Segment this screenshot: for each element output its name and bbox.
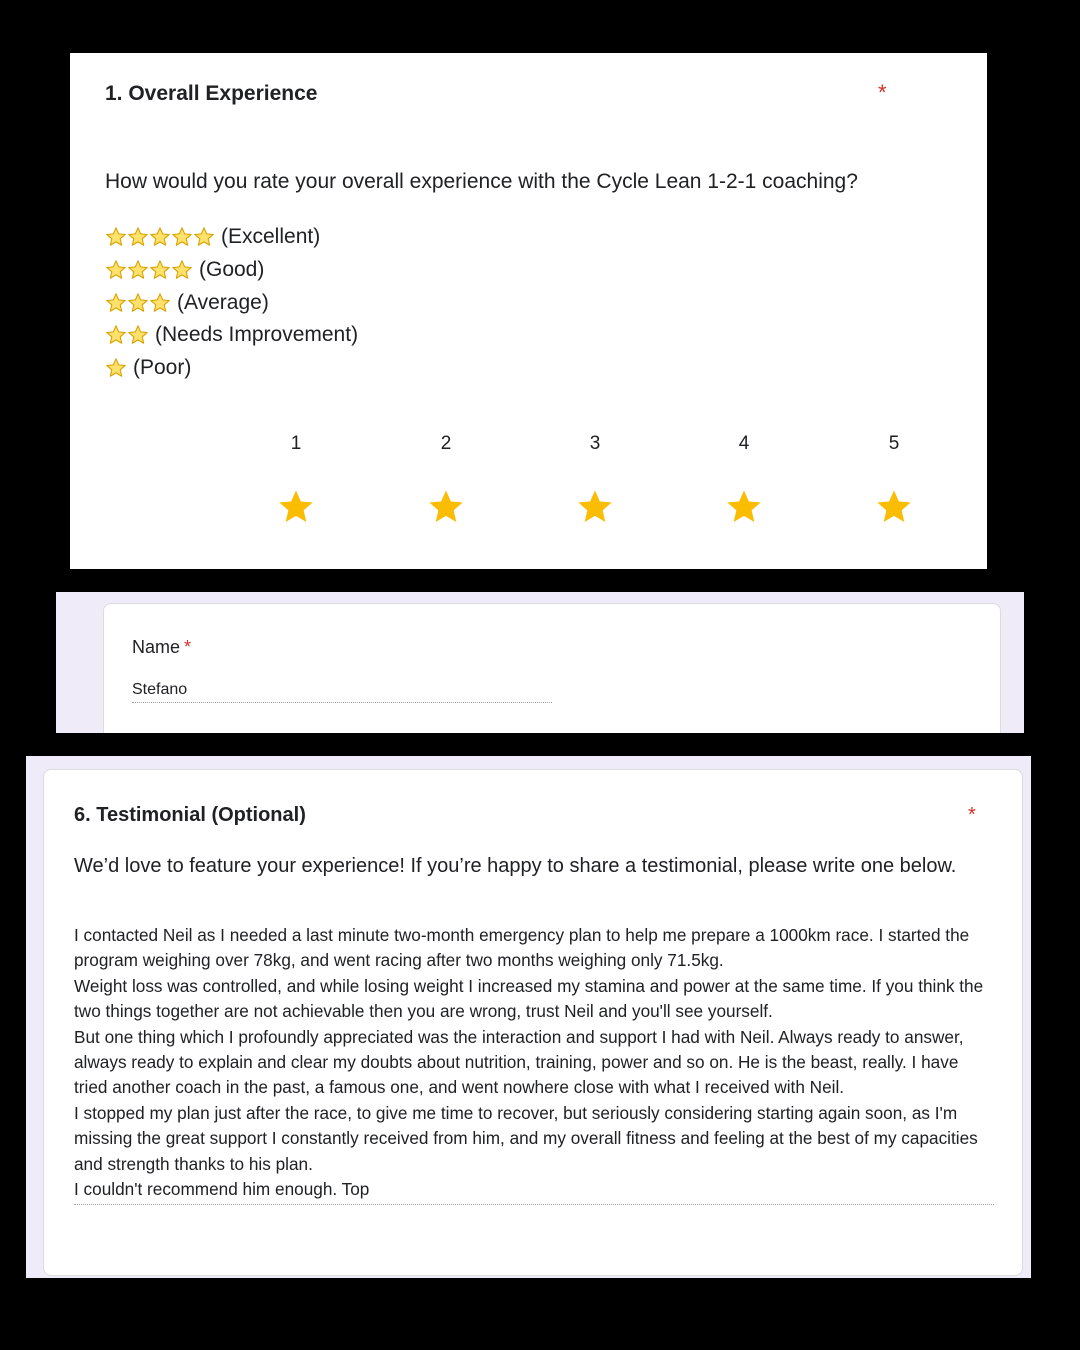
- legend-row: [105, 221, 358, 254]
- star-emoji-icon: [105, 226, 127, 248]
- legend-stars: [105, 357, 127, 379]
- name-panel: [56, 592, 1024, 733]
- answer-paragraph: Weight loss was controlled, and while losing weight I increased my stamina and power at the same time. If you think the two things together are not achievable then you are wrong, trust Neil and you'll see yourself.: [74, 975, 984, 1022]
- star-emoji-icon: [193, 226, 215, 248]
- star-emoji-icon: [105, 357, 127, 379]
- legend-row: [105, 352, 358, 385]
- answer-paragraph: I couldn't recommend him enough. Top: [74, 1179, 370, 1200]
- star-emoji-icon: [105, 259, 127, 281]
- rating-star-icon[interactable]: [575, 487, 615, 527]
- name-label-text: Name: [132, 637, 181, 657]
- testimonial-panel: [26, 756, 1031, 1278]
- rating-star-icon[interactable]: [276, 487, 316, 527]
- required-asterisk: *: [878, 80, 887, 105]
- answer-paragraph: But one thing which I profoundly appreciated was the interaction and support I had with Neil. Always ready to answer, always ready to explain and clear my doubts about nutrition, training, power and so on. He is the beast, really. I have tried another coach in the past, a famous one, and went nowhere close with what I received with Neil.: [74, 1026, 964, 1098]
- answer-paragraph: I stopped my plan just after the race, to give me time to recover, but seriously considering starting again soon, as I'm missing the great support I constantly received from him, and my overall fitness and feeling at the best of my capacities and strength thanks to his plan.: [74, 1102, 978, 1174]
- legend-label: (Poor): [133, 356, 192, 380]
- required-asterisk: *: [184, 637, 192, 657]
- rating-legend: [105, 221, 358, 384]
- legend-stars: [105, 324, 149, 346]
- legend-stars: [105, 259, 193, 281]
- star-emoji-icon: [171, 226, 193, 248]
- question-title: 6. Testimonial (Optional): [74, 804, 306, 826]
- question-title: 1. Overall Experience: [105, 82, 318, 105]
- legend-row: [105, 286, 358, 319]
- legend-label: (Average): [177, 290, 269, 314]
- overall-experience-card: [70, 53, 987, 569]
- star-emoji-icon: [127, 226, 149, 248]
- testimonial-answer-field[interactable]: [74, 923, 994, 1205]
- star-emoji-icon: [127, 324, 149, 346]
- star-emoji-icon: [149, 259, 171, 281]
- legend-label: (Excellent): [221, 225, 321, 249]
- name-label: [132, 637, 191, 658]
- star-emoji-icon: [127, 259, 149, 281]
- star-emoji-icon: [105, 324, 127, 346]
- rating-number: 5: [888, 433, 900, 454]
- required-asterisk: *: [968, 804, 976, 826]
- testimonial-card: [43, 769, 1023, 1276]
- star-emoji-icon: [149, 226, 171, 248]
- rating-scale-stars[interactable]: [70, 487, 987, 527]
- rating-number: 4: [738, 433, 750, 454]
- rating-star-icon[interactable]: [874, 487, 914, 527]
- name-card: [103, 603, 1001, 733]
- answer-paragraph: I contacted Neil as I needed a last minute two-month emergency plan to help me prepare a 1000km race. I started the program weighing over 78kg, and went racing after two months weighing only 71.5kg.: [74, 925, 970, 971]
- rating-star-icon[interactable]: [724, 487, 764, 527]
- legend-label: (Good): [199, 258, 265, 282]
- legend-stars: [105, 292, 171, 314]
- question-text: How would you rate your overall experience with the Cycle Lean 1-2-1 coaching?: [105, 170, 858, 193]
- rating-star-icon[interactable]: [426, 487, 466, 527]
- rating-scale-numbers: [70, 433, 987, 457]
- legend-stars: [105, 226, 215, 248]
- question-description: We’d love to feature your experience! If you’re happy to share a testimonial, please write one below.: [74, 855, 957, 877]
- name-input[interactable]: Stefano: [132, 681, 552, 703]
- legend-row: [105, 319, 358, 352]
- rating-number: 3: [589, 433, 601, 454]
- star-emoji-icon: [149, 292, 171, 314]
- star-emoji-icon: [127, 292, 149, 314]
- legend-row: [105, 254, 358, 287]
- legend-label: (Needs Improvement): [155, 323, 359, 347]
- star-emoji-icon: [105, 292, 127, 314]
- rating-number: 1: [290, 433, 302, 454]
- star-emoji-icon: [171, 259, 193, 281]
- rating-number: 2: [440, 433, 452, 454]
